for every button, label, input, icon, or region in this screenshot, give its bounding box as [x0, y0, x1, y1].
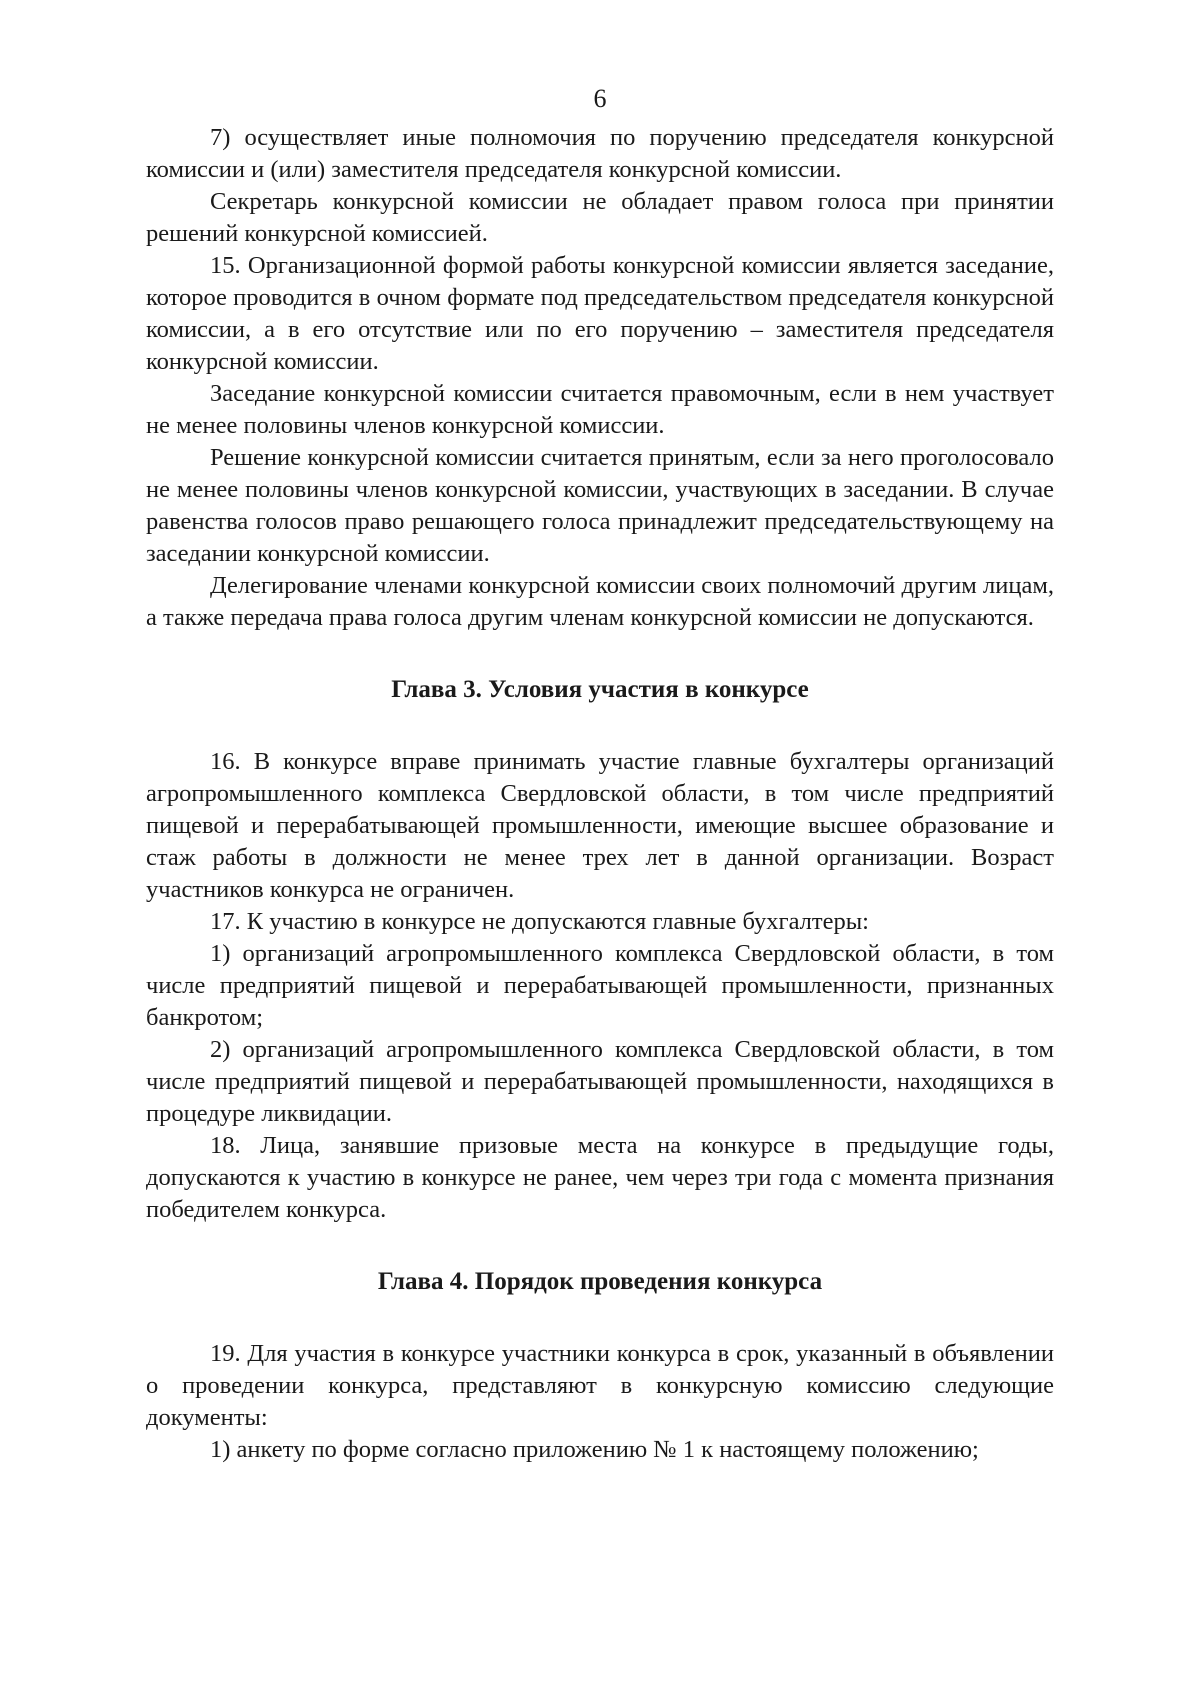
paragraph: 17. К участию в конкурсе не допускаются главные бухгалтеры: — [210, 908, 869, 935]
page-number: 6 — [593, 84, 607, 113]
chapter-heading: Глава 3. Условия участия в конкурсе — [391, 676, 809, 703]
paragraph: 15. Организационной формой работы конкурсной комиссии является заседание, которое проводится в очном формате под председательством председателя конкурсной комиссии, а в его отсутствие или по его поручению – заместителя председателя конкурсной комиссии. — [146, 252, 1054, 375]
paragraph: 1) организаций агропромышленного комплекса Свердловской области, в том числе предприятий пищевой и перерабатывающей промышленности, признанных банкротом; — [146, 940, 1054, 1031]
paragraph: Секретарь конкурсной комиссии не обладает правом голоса при принятии решений конкурсной комиссией. — [146, 188, 1054, 247]
paragraph: 1) анкету по форме согласно приложению № 1 к настоящему положению; — [210, 1436, 979, 1463]
paragraph: Заседание конкурсной комиссии считается правомочным, если в нем участвует не менее половины членов конкурсной комиссии. — [146, 380, 1054, 439]
document-body — [146, 122, 1054, 1466]
paragraph: 7) осуществляет иные полномочия по поручению председателя конкурсной комиссии и (или) заместителя председателя конкурсной комиссии. — [146, 124, 1054, 183]
paragraph: Делегирование членами конкурсной комиссии своих полномочий другим лицам, а также передача права голоса другим членам конкурсной комиссии не допускаются. — [146, 572, 1054, 631]
paragraph: 2) организаций агропромышленного комплекса Свердловской области, в том числе предприятий пищевой и перерабатывающей промышленности, находящихся в процедуре ликвидации. — [146, 1036, 1054, 1127]
chapter-heading: Глава 4. Порядок проведения конкурса — [377, 1268, 823, 1295]
paragraph: 16. В конкурсе вправе принимать участие главные бухгалтеры организаций агропромышленного комплекса Свердловской области, в том числе предприятий пищевой и перерабатывающей промышленности, имеющие высшее образование и стаж работы в должности не менее трех лет в данной организации. Возраст участников конкурса не ограничен. — [146, 748, 1054, 903]
paragraph: 19. Для участия в конкурсе участники конкурса в срок, указанный в объявлении о проведении конкурса, представляют в конкурсную комиссию следующие документы: — [146, 1340, 1054, 1431]
paragraph: 18. Лица, занявшие призовые места на конкурсе в предыдущие годы, допускаются к участию в конкурсе не ранее, чем через три года с момента признания победителем конкурса. — [146, 1132, 1054, 1223]
paragraph: Решение конкурсной комиссии считается принятым, если за него проголосовало не менее половины членов конкурсной комиссии, участвующих в заседании. В случае равенства голосов право решающего голоса принадлежит председательствующему на заседании конкурсной комиссии. — [146, 444, 1054, 567]
